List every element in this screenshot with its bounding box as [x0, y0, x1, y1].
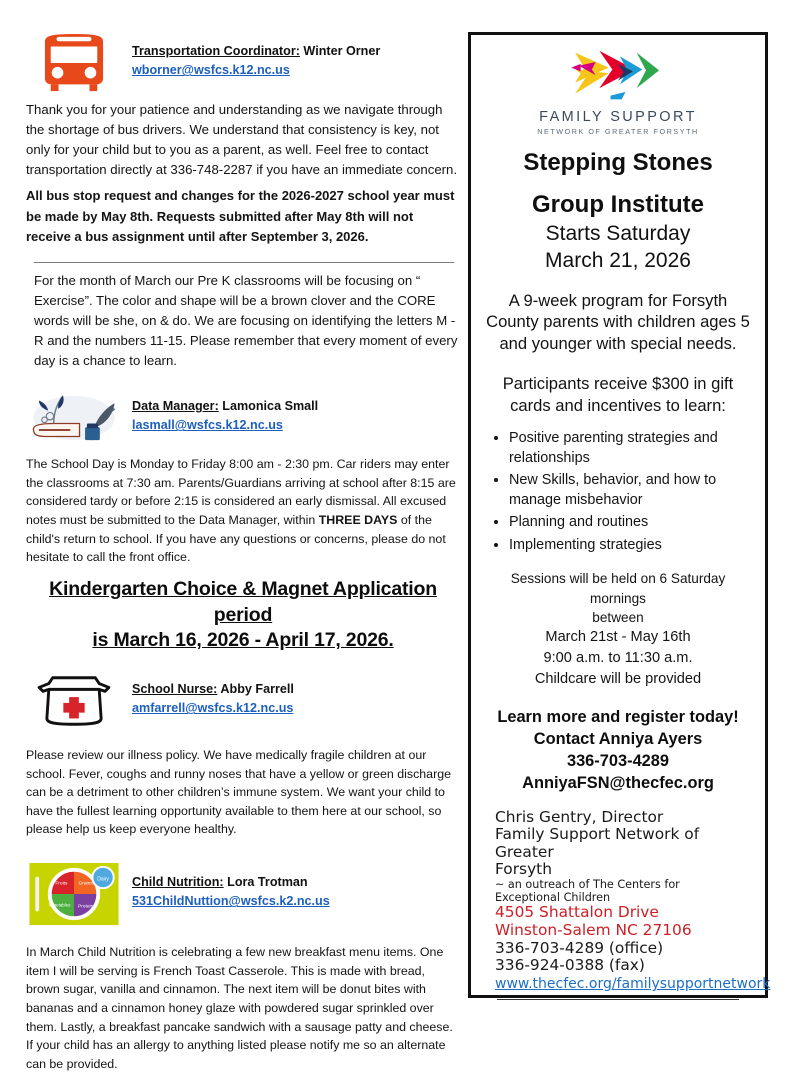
flyer-session-details [485, 569, 751, 689]
left-column [26, 30, 460, 1073]
cta-phone: 336-703-4289 [566, 752, 670, 771]
list-item: • New Skills, behavior, and how to manage misbehavior [509, 471, 751, 510]
cta-line-2: Contact Anniya Ayers [533, 729, 703, 748]
list-item: • Positive parenting strategies and relationships [509, 429, 751, 468]
nurse-role-label: School Nurse: [132, 682, 218, 697]
flyer-title-line1: Stepping Stones [523, 149, 713, 176]
data-manager-email-link[interactable]: lasmall@wsfcs.k12.nc.us [132, 418, 283, 433]
svg-text:Fruits: Fruits [55, 881, 68, 887]
school-day-text-2: of the child's return to school. If you have any questions or concerns, please do not hesitate to call the front office. [26, 512, 446, 565]
footer-fax-phone: 336-924-0388 (fax) [495, 956, 645, 975]
nutrition-name-line [132, 873, 460, 891]
flyer-footer-contact [495, 807, 771, 1004]
session-line-1: Sessions will be held on 6 Saturday mornings [510, 571, 726, 606]
transportation-role-label: Transportation Coordinator: [132, 44, 300, 58]
nurse-name-line [132, 680, 460, 698]
session-line-3: March 21st - May 16th [545, 629, 691, 646]
nurse-person-name: Abby Farrell [220, 682, 294, 697]
myplate-icon [26, 861, 122, 925]
list-item: • Planning and routines [509, 513, 751, 533]
nurse-section [26, 668, 460, 732]
footer-address-line1: 4505 Shattalon Drive [495, 903, 659, 922]
list-item: • Implementing strategies [509, 536, 751, 556]
quill-inkwell-icon [26, 385, 122, 449]
prek-paragraph: For the month of March our Pre K classrooms will be focusing on “ Exercise”. The color and shape will be a brown clover and the CORE words will be she, on & do. We are focusing on identifying the letters M - R and the numbers 11-15. Please remember that every moment of every day is a chance to learn. [34, 272, 458, 369]
nurse-contact [132, 668, 460, 718]
footer-org-line2: Forsyth [495, 860, 552, 879]
family-support-bird-logo [562, 45, 674, 107]
transportation-email-link[interactable]: wborner@wsfcs.k12.nc.us [132, 63, 290, 78]
flyer-description: A 9-week program for Forsyth County parents with children ages 5 and younger with special needs. [486, 290, 750, 354]
svg-text:Protein: Protein [77, 904, 94, 910]
flyer-subtitle-line2: March 21, 2026 [545, 248, 691, 272]
svg-text:Grains: Grains [78, 881, 93, 887]
session-line-5: Childcare will be provided [534, 670, 702, 687]
data-manager-section [26, 385, 460, 449]
nurse-email-link[interactable]: amfarrell@wsfcs.k12.nc.us [132, 701, 294, 716]
footer-outreach-note: ~ an outreach of The Centers for Exceptional Children [495, 878, 680, 904]
family-support-logo [485, 45, 751, 136]
logo-subtitle-text: NETWORK OF GREATER FORSYTH [537, 127, 699, 136]
transportation-person-name: Winter Orner [303, 44, 381, 58]
nutrition-person-name: Lora Trotman [227, 875, 308, 890]
nutrition-contact [132, 861, 460, 911]
flyer-title-line2: Group Institute [532, 190, 704, 218]
svg-text:Vegetables: Vegetables [48, 902, 71, 908]
three-days-emphasis: THREE DAYS [318, 512, 398, 527]
session-line-4: 9:00 a.m. to 11:30 a.m. [543, 650, 693, 667]
footer-website-link[interactable]: www.thecfec.org/familysupportnetwork [495, 975, 771, 992]
cta-email[interactable]: AnniyaFSN@thecfec.org [522, 774, 714, 793]
nutrition-section [26, 861, 460, 925]
kindergarten-heading [26, 577, 460, 654]
flyer-bullet-list [491, 429, 751, 555]
footer-divider [497, 999, 739, 1000]
nutrition-role-label: Child Nutrition: [132, 875, 224, 890]
flyer-incentive: Participants receive $300 in gift cards and incentives to learn: [502, 374, 734, 416]
bus-stop-notice: All bus stop request and changes for the 2026-2027 school year must be made by May 8th. Requests submitted after May 8th will not receive a bus assignment until after September 3, 2026. [26, 188, 455, 245]
data-manager-role-label: Data Manager: [132, 399, 219, 414]
kindergarten-heading-line2: is March 16, 2026 - April 17, 2026. [92, 629, 394, 652]
footer-address-line2: Winston-Salem NC 27106 [495, 920, 692, 939]
logo-name-text: FAMILY SUPPORT [539, 109, 697, 125]
nutrition-paragraph: In March Child Nutrition is celebrating a few new breakfast menu items. One item I will be serving is French Toast Casserole. This is made with bread, brown sugar, vanilla and cinnamon. The next item will be donut bites with bananas and a cinnamon honey glaze with powdered sugar sprinkled over them. Lastly, a breakfast pancake sandwich with a sausage patty and cheese. If your child has an allergy to anything listed please notify me so an alternate can be provided. [26, 945, 453, 1071]
cta-line-1: Learn more and register today! [497, 707, 739, 726]
transportation-contact [132, 30, 460, 80]
data-manager-name-line [132, 397, 460, 415]
footer-office-phone: 336-703-4289 (office) [495, 938, 664, 957]
nurse-cap-icon [26, 668, 122, 732]
bus-icon [26, 30, 122, 94]
flyer-call-to-action [485, 706, 751, 795]
footer-director: Chris Gentry, Director [495, 807, 664, 826]
school-day-paragraph [26, 455, 460, 567]
flyer-subtitle-line1: Starts Saturday [545, 221, 691, 245]
section-divider [34, 262, 454, 263]
transportation-name-line [132, 42, 460, 60]
school-day-text-1: The School Day is Monday to Friday 8:00 am - 2:30 pm. Car riders may enter the classrooms at 7:30 am. Parents/Guardians arriving at school after 8:15 are considered tardy or before 2:15 is considered an early dismissal. All excused notes must be submitted to the Data Manager, within [26, 457, 456, 527]
stepping-stones-flyer [468, 32, 771, 998]
footer-org-line1: Family Support Network of Greater [495, 825, 700, 861]
session-line-2: between [592, 610, 644, 626]
data-manager-person-name: Lamonica Small [222, 399, 319, 414]
transportation-paragraph: Thank you for your patience and understanding as we navigate through the shortage of bus drivers. We understand that consistency is key, not only for your child but to you as a parent, as well. Feel free to contact transportation directly at 336-748-2287 if you have an immediate concern. [26, 102, 458, 178]
flyer-inner [471, 35, 771, 1004]
data-manager-contact [132, 385, 460, 435]
transportation-section [26, 30, 460, 94]
nutrition-email-link[interactable]: 531ChildNuttion@wsfcs.k2.nc.us [132, 894, 330, 909]
illness-policy-paragraph: Please review our illness policy. We have medically fragile children at our school. Fever, coughs and runny noses that have a yellow or green discharge can be a detriment to other children’s immune system. We want your child to have the fullest learning opportunity available to them here at our school, so please help us keep everyone healthy. [26, 748, 451, 837]
svg-text:Dairy: Dairy [97, 876, 109, 883]
kindergarten-heading-line1: Kindergarten Choice & Magnet Application period [49, 577, 437, 626]
